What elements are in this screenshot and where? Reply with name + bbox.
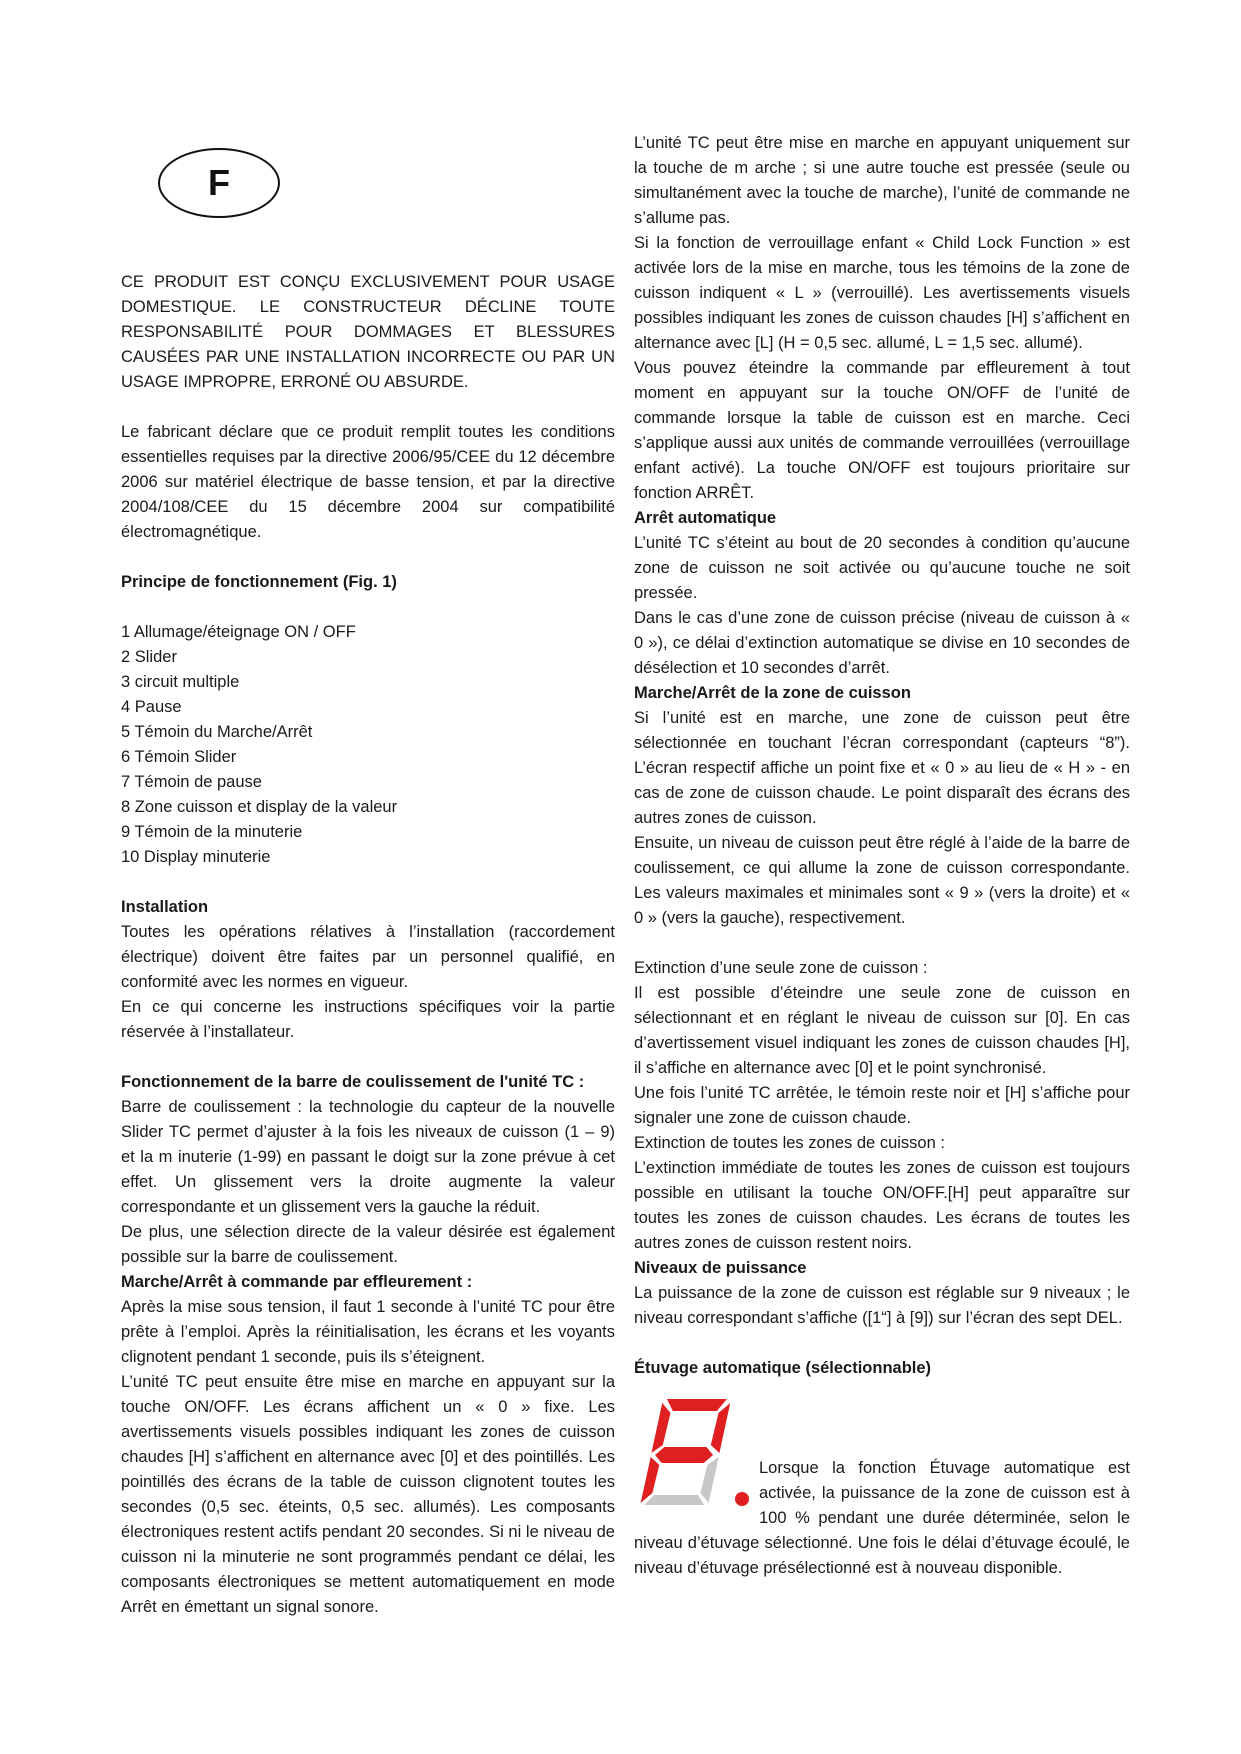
steam-block: [634, 1389, 1130, 1581]
slider-paragraph: De plus, une sélection directe de la valeur désirée est également possible sur la barre de coulissement.: [121, 1223, 615, 1266]
declaration-text: Le fabricant déclare que ce produit remplit toutes les conditions essentielles requises par la directive 2006/95/CEE du 12 décembre 2006 sur matériel électrique de basse tension, et par la directive 2004/108/CEE du 15 décembre 2004 sur compatibilité électromagnétique.: [121, 423, 615, 541]
slider-heading: Fonctionnement de la barre de coulissement de l'unité TC :: [121, 1073, 585, 1091]
switch-off-paragraph: Vous pouvez éteindre la commande par effleurement à tout moment en appuyant sur la touche ON/OFF de l’unité de commande lorsque la table de cuisson est en marche. Ceci s’applique aussi aux unités de commande verrouillées (verrouillage enfant activé). La touche ON/OFF est toujours prioritaire sur fonction ARRÊT.: [634, 359, 1130, 502]
child-lock-paragraph: Si la fonction de verrouillage enfant « Child Lock Function » est activée lors de la mise en marche, tous les témoins de la zone de cuisson indiquent « L » (verrouillé). Les avertissements visuels possibles indiquant les zones de cuisson chaudes [H] s’affichent en alternance avec [L] (H = 0,5 sec. allumé, L = 1,5 sec. allumé).: [634, 234, 1130, 352]
auto-off-heading: Arrêt automatique: [634, 509, 777, 527]
zone-paragraph: Si l’unité est en marche, une zone de cuisson peut être sélectionnée en touchant l’écran correspondant (capteurs “8”). L’écran respectif affiche un point fixe et « 0 » au lieu de « H » - en cas de zone de cuisson chaude. Le point disparaît des écrans des autres zones de cuisson.: [634, 709, 1130, 827]
installation-heading: Installation: [121, 898, 209, 916]
principle-list: [121, 620, 615, 870]
list-item: 1 Allumage/éteignage ON / OFF: [121, 623, 356, 641]
seven-segment-icon: [638, 1393, 753, 1508]
installation-paragraph: Toutes les opérations rélatives à l’installation (raccordement électrique) doivent être faites par un personnel qualifié, en conformité avec les normes en vigueur.: [121, 923, 615, 991]
touch-paragraph: Après la mise sous tension, il faut 1 seconde à l’unité TC pour être prête à l’emploi. Après la réinitialisation, les écrans et les voyants clignotent pendant 1 seconde, puis ils s’éteignent.: [121, 1298, 615, 1366]
zone-paragraph: Ensuite, un niveau de cuisson peut être réglé à l’aide de la barre de coulissement, ce qui allume la zone de cuisson correspondante. Les valeurs maximales et minimales sont « 9 » (vers la droite) et « 0 » (vers la gauche), respectivement.: [634, 834, 1130, 927]
list-item: 6 Témoin Slider: [121, 748, 237, 766]
auto-off-paragraph: L’unité TC s’éteint au bout de 20 secondes à condition qu’aucune zone de cuisson ne soit activée ou qu’aucune touche ne soit pressée.: [634, 534, 1130, 602]
principle-heading: Principe de fonctionnement (Fig. 1): [121, 573, 397, 591]
warning-text: CE PRODUIT EST CONÇU EXCLUSIVEMENT POUR USAGE DOMESTIQUE. LE CONSTRUCTEUR DÉCLINE TOUTE RESPONSABILITÉ POUR DOMMAGES ET BLESSURES CAUSÉES PAR UNE INSTALLATION INCORRECTE OU PAR UN USAGE IMPROPRE, ERRONÉ OU ABSURDE.: [121, 273, 615, 391]
slider-paragraph: Barre de coulissement : la technologie du capteur de la nouvelle Slider TC permet d’ajuster à la fois les niveaux de cuisson (1 – 9) et la m inuterie (1-99) en passant le doigt sur la zone prévue à cet effet. Un glissement vers la droite augmente la valeur correspondante et un glissement vers la gauche la réduit.: [121, 1098, 615, 1216]
auto-off-paragraph: Dans le cas d’une zone de cuisson précise (niveau de cuisson à « 0 »), ce délai d’extinction automatique se divise en 10 secondes de désélection et 10 secondes d’arrêt.: [634, 609, 1130, 677]
all-zones-label: Extinction de toutes les zones de cuisson :: [634, 1134, 945, 1152]
language-badge: [158, 148, 280, 218]
list-item: 2 Slider: [121, 648, 177, 666]
single-zone-label: Extinction d’une seule zone de cuisson :: [634, 959, 928, 977]
all-zones-paragraph: L’extinction immédiate de toutes les zones de cuisson est toujours possible en utilisant la touche ON/OFF.[H] peut apparaître sur toutes les zones de cuisson chaudes. Les écrans de toutes les autres zones de cuisson restent noirs.: [634, 1159, 1130, 1252]
list-item: 7 Témoin de pause: [121, 773, 262, 791]
right-column: [634, 131, 1130, 1581]
steam-heading: Étuvage automatique (sélectionnable): [634, 1359, 932, 1377]
touch-paragraph: L’unité TC peut ensuite être mise en marche en appuyant sur la touche ON/OFF. Les écrans affichent un « 0 » fixe. Les avertissements visuels possibles indiquant les zones de cuisson chaudes [H] s’affichent en alternance avec [0] et des pointillés. Les pointillés des écrans de la table de cuisson clignotent toutes les secondes (0,5 sec. éteints, 0,5 sec. allumés). Les composants électroniques restent actifs pendant 20 secondes. Si ni le niveau de cuisson ni la minuterie ne sont programmés pendant ce délai, les composants électroniques se mettent automatiquement en mode Arrêt en émettant un signal sonore.: [121, 1373, 615, 1616]
left-column: [121, 270, 615, 1620]
language-letter: F: [208, 162, 230, 203]
list-item: 4 Pause: [121, 698, 182, 716]
steam-paragraph: Lorsque la fonction Étuvage automatique est activée, la puissance de la zone de cuisson est à 100 % pendant une durée déterminée, selon le niveau d’étuvage sélectionné. Une fois le délai d’étuvage écoulé, le niveau d’étuvage présélectionné est à nouveau disponible.: [634, 1459, 1130, 1577]
zone-heading: Marche/Arrêt de la zone de cuisson: [634, 684, 911, 702]
list-item: 5 Témoin du Marche/Arrêt: [121, 723, 313, 741]
list-item: 10 Display minuterie: [121, 848, 271, 866]
list-item: 9 Témoin de la minuterie: [121, 823, 303, 841]
touch-heading: Marche/Arrêt à commande par effleurement :: [121, 1273, 473, 1291]
list-item: 3 circuit multiple: [121, 673, 240, 691]
installation-paragraph: En ce qui concerne les instructions spécifiques voir la partie réservée à l’installateur.: [121, 998, 615, 1041]
single-zone-paragraph: Il est possible d’éteindre une seule zone de cuisson en sélectionnant et en réglant le niveau de cuisson sur [0]. En cas d’avertissement visuel indiquant les zones de cuisson chaudes [H], il s’affiche en alternance avec [0] et le point synchronisé.: [634, 984, 1130, 1077]
power-heading: Niveaux de puissance: [634, 1259, 807, 1277]
power-on-paragraph: L’unité TC peut être mise en marche en appuyant uniquement sur la touche de m arche ; si une autre touche est pressée (seule ou simultanément avec la touche de marche), l’unité de commande ne s’allume pas.: [634, 134, 1130, 227]
single-zone-paragraph: Une fois l’unité TC arrêtée, le témoin reste noir et [H] s’affiche pour signaler une zone de cuisson chaude.: [634, 1084, 1130, 1127]
list-item: 8 Zone cuisson et display de la valeur: [121, 798, 398, 816]
power-paragraph: La puissance de la zone de cuisson est réglable sur 9 niveaux ; le niveau correspondant s’affiche ([1“] à [9]) sur l’écran des sept DEL.: [634, 1284, 1130, 1327]
